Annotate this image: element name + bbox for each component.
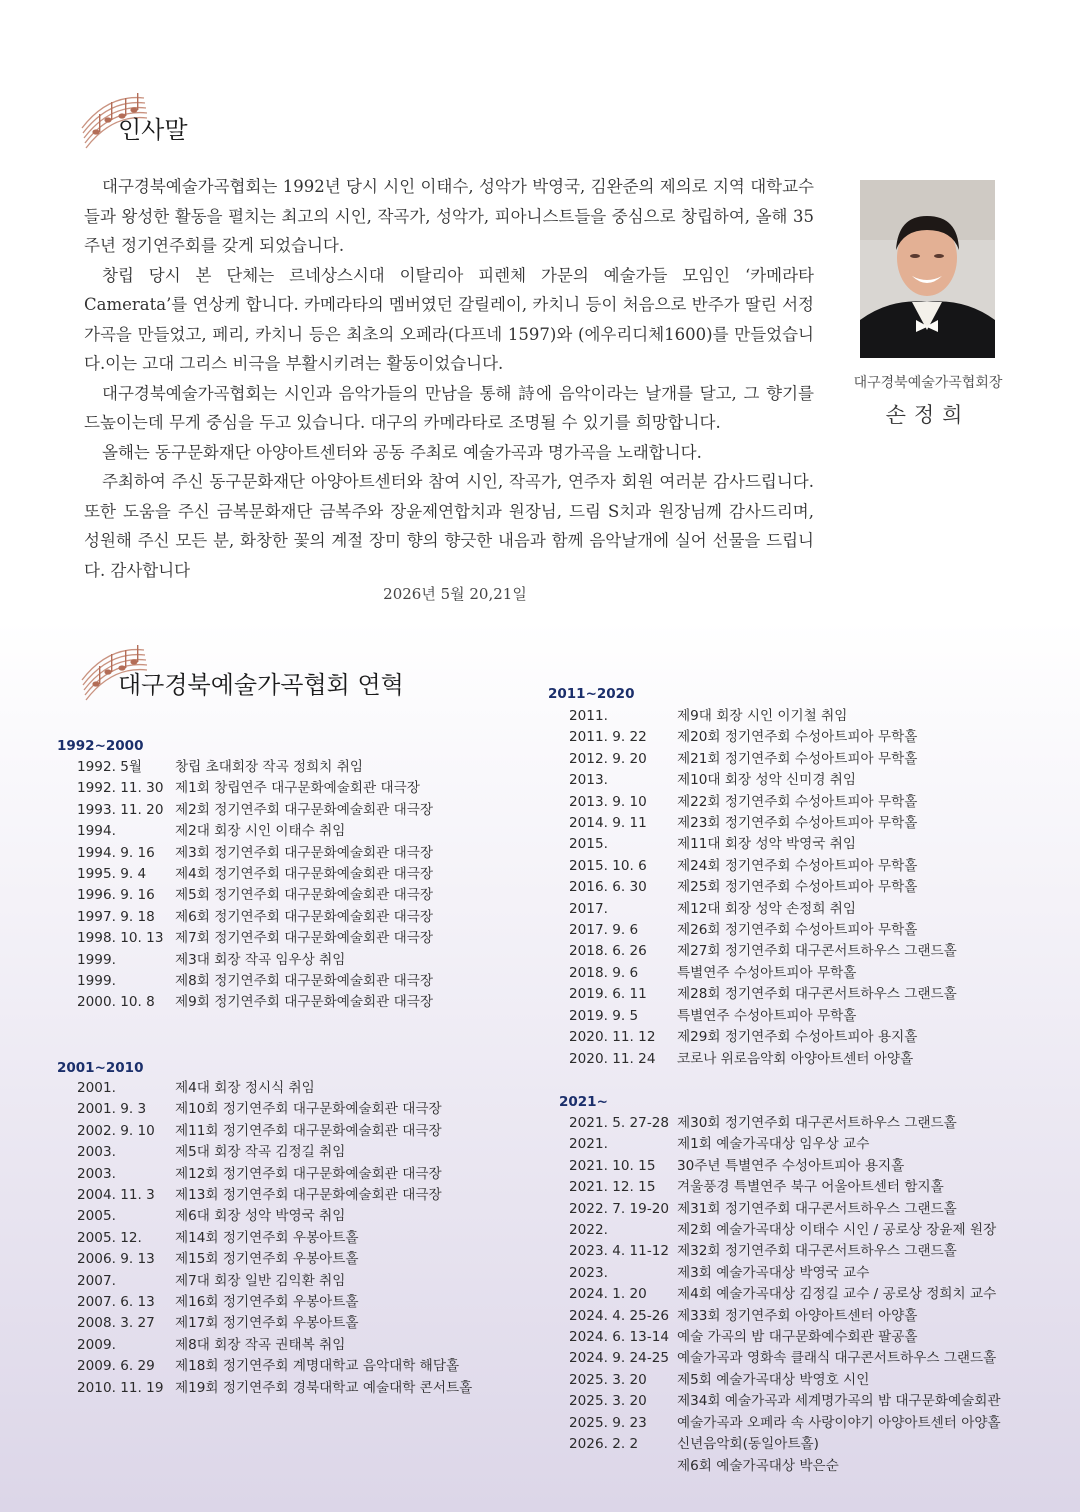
event-text: 제7대 회장 일반 김익환 취임 [175, 1272, 346, 1289]
event-text: 제7회 정기연주회 대구문화예술회관 대극장 [175, 930, 433, 947]
event-text: 예술가곡과 영화속 클래식 대구콘서트하우스 그랜드홀 [677, 1350, 997, 1367]
event-text: 제6회 예술가곡대상 박은순 [677, 1457, 839, 1474]
period-header: 2021~ [559, 1094, 608, 1110]
timeline-item [569, 920, 957, 941]
event-date: 1998. 10. 13 [77, 930, 164, 947]
event-date: 1996. 9. 16 [77, 887, 155, 904]
event-date: 2014. 9. 11 [569, 815, 647, 832]
timeline-item [77, 907, 433, 928]
event-date: 2024. 9. 24-25 [569, 1350, 670, 1367]
timeline-item [77, 1249, 472, 1270]
event-date: 2011. [569, 708, 608, 724]
event-date: 2025. 3. 20 [569, 1393, 647, 1410]
timeline-item [569, 1156, 1001, 1177]
event-text: 제1회 창립연주 대구문화예술회관 대극장 [175, 780, 420, 797]
period-header: 2001~2010 [57, 1060, 144, 1076]
event-date: 2010. 11. 19 [77, 1379, 164, 1396]
event-text: 제12대 회장 성악 손정희 취임 [677, 900, 857, 917]
greeting-paragraph: 대구경북예술가곡협회는 시인과 음악가들의 만남을 통해 詩에 음악이라는 날개를 달고, 그 향기를 드높이는데 무게 중심을 두고 있습니다. 대구의 카메라타로 조명될 수 있기를 희망합니다. [84, 383, 814, 432]
timeline-item [77, 778, 433, 799]
timeline-item [77, 1356, 472, 1377]
event-text: 제8대 회장 작곡 권태복 취임 [175, 1336, 346, 1353]
event-text: 제25회 정기연주회 수성아트피아 무학홀 [677, 879, 918, 896]
timeline-item [569, 1241, 1001, 1262]
event-date: 2025. 9. 23 [569, 1414, 647, 1431]
event-date: 2017. [569, 900, 608, 917]
event-text: 제4회 정기연주회 대구문화예술회관 대극장 [175, 866, 433, 883]
event-date: 2001. [77, 1080, 116, 1096]
timeline-item [569, 1370, 1001, 1391]
timeline-item [77, 1378, 472, 1399]
greeting-paragraph: 올해는 동구문화재단 아양아트센터와 공동 주최로 예술가곡과 명가곡을 노래합니다. [102, 442, 702, 462]
event-date: 2024. 4. 25-26 [569, 1307, 670, 1324]
period-header: 2011~2020 [548, 686, 635, 702]
timeline-item [77, 800, 433, 821]
timeline-list [569, 1113, 1001, 1477]
event-date: 2025. 3. 20 [569, 1371, 647, 1388]
event-date: 2008. 3. 27 [77, 1315, 155, 1332]
event-text: 코로나 위로음악회 아양아트센터 아양홀 [677, 1050, 914, 1067]
greeting-title: 인사말 [118, 116, 188, 144]
event-date: 1999. [77, 951, 116, 968]
event-text: 제20회 정기연주회 수성아트피아 무학홀 [677, 729, 918, 746]
timeline-item [569, 770, 957, 791]
event-date: 2007. [77, 1272, 116, 1289]
president-photo [860, 180, 995, 358]
event-text: 제2회 예술가곡대상 이태수 시인 / 공로상 장윤제 원장 [677, 1222, 997, 1239]
event-date: 2021. 10. 15 [569, 1157, 656, 1174]
event-text: 제19회 정기연주회 경북대학교 예술대학 콘서트홀 [175, 1379, 473, 1396]
timeline-item [569, 984, 957, 1005]
event-text: 예술 가곡의 밤 대구문화예수회관 팔공홀 [677, 1329, 918, 1346]
timeline-item [77, 1335, 472, 1356]
event-text: 제6대 회장 성악 박영국 취임 [175, 1208, 346, 1225]
event-date: 2021. [569, 1136, 608, 1153]
timeline-item [569, 813, 957, 834]
event-text: 제12회 정기연주회 대구문화예술회관 대극장 [175, 1165, 442, 1182]
timeline-item [569, 1049, 957, 1070]
event-text: 제16회 정기연주회 우봉아트홀 [175, 1294, 359, 1311]
event-text: 제26회 정기연주회 수성아트피아 무학홀 [677, 922, 918, 939]
timeline-item [77, 885, 433, 906]
event-text: 특별연주 수성아트피아 무학홀 [677, 1007, 857, 1024]
event-date: 2009. 6. 29 [77, 1358, 155, 1375]
event-text: 제14회 정기연주회 우봉아트홀 [175, 1229, 359, 1246]
event-text: 제5대 회장 작곡 김정길 취임 [175, 1144, 346, 1161]
event-text: 제5회 예술가곡대상 박영호 시인 [677, 1371, 870, 1388]
event-date: 1997. 9. 18 [77, 908, 155, 925]
event-text: 제4대 회장 정시식 취임 [175, 1080, 315, 1096]
event-date: 1992. 11. 30 [77, 780, 164, 797]
timeline-item [569, 1134, 1001, 1155]
event-text: 예술가곡과 오페라 속 사랑이야기 아양아트센터 아양홀 [677, 1414, 1001, 1431]
period-header: 1992~2000 [57, 738, 144, 754]
event-date: 2023. 4. 11-12 [569, 1243, 670, 1260]
event-date: 1993. 11. 20 [77, 801, 164, 818]
greeting-paragraph: 대구경북예술가곡협회는 1992년 당시 시인 이태수, 성악가 박영국, 김완준의 제의로 지역 대학교수들과 왕성한 활동을 펼치는 최고의 시인, 작곡가, 성악가, 피아니스트들을 중심으로 창립하여, 올해 35주년 정기연주회를 갖게 되었습니다. [84, 177, 814, 255]
event-text: 제10대 회장 성악 신미경 취임 [677, 772, 857, 789]
event-date: 2009. [77, 1336, 116, 1353]
timeline-item [77, 1164, 472, 1185]
timeline-item [569, 1327, 1001, 1348]
greeting-body [84, 172, 814, 585]
event-date: 2012. 9. 20 [569, 750, 647, 767]
timeline-item [569, 749, 957, 770]
timeline-item [77, 1206, 472, 1227]
event-text: 제34회 예술가곡과 세계명가곡의 밤 대구문화예술회관 [677, 1393, 1001, 1410]
timeline-item [77, 821, 433, 842]
event-text: 제9회 정기연주회 대구문화예술회관 대극장 [175, 994, 433, 1011]
event-text: 제24회 정기연주회 수성아트피아 무학홀 [677, 857, 918, 874]
timeline-item [569, 706, 957, 727]
event-date: 2023. [569, 1264, 608, 1281]
timeline-item [77, 1313, 472, 1334]
event-text: 제23회 정기연주회 수성아트피아 무학홀 [677, 815, 918, 832]
timeline-item [569, 1113, 1001, 1134]
timeline-item [569, 727, 957, 748]
event-date: 2005. 12. [77, 1229, 142, 1246]
timeline-item [569, 1456, 1001, 1477]
president-name: 손정희 [885, 403, 971, 427]
event-text: 제11대 회장 성악 박영국 취임 [677, 836, 857, 853]
event-date: 2022. [569, 1222, 608, 1239]
greeting-paragraph: 주최하여 주신 동구문화재단 아양아트센터와 참여 시인, 작곡가, 연주자 회원 여러분 감사드립니다. 또한 도움을 주신 금복문화재단 금복주와 장윤제연합치과 원장님, 드림 S치과 원장님께 감사드리며, 성원해 주신 모든 분, 화창한 꽃의 계절 장미 향의 향긋한 내음과 함께 음악날개에 실어 선물을 드립니다. 감사합니다 [84, 472, 814, 580]
event-text: 30주년 특별연주 수성아트피아 용지홀 [677, 1157, 905, 1174]
event-text: 제27회 정기연주회 대구콘서트하우스 그랜드홀 [677, 943, 957, 960]
event-date: 2004. 11. 3 [77, 1187, 155, 1204]
event-text: 제4회 예술가곡대상 김정길 교수 / 공로상 정희치 교수 [677, 1286, 997, 1303]
timeline-list [77, 1078, 472, 1399]
timeline-item [77, 1099, 472, 1120]
timeline-item [77, 992, 433, 1013]
event-date: 1992. 5월 [77, 759, 143, 775]
event-date: 2017. 9. 6 [569, 922, 639, 939]
event-text: 제29회 정기연주회 수성아트피아 용지홀 [677, 1029, 918, 1046]
timeline-item [77, 1142, 472, 1163]
event-date: 2022. 7. 19-20 [569, 1200, 670, 1217]
event-text: 제17회 정기연주회 우봉아트홀 [175, 1315, 359, 1332]
timeline-item [569, 1306, 1001, 1327]
event-text: 제2대 회장 시인 이태수 취임 [175, 823, 346, 840]
event-date: 2002. 9. 10 [77, 1122, 155, 1139]
event-date: 2015. [569, 836, 608, 853]
timeline-item [569, 1284, 1001, 1305]
timeline-item [77, 864, 433, 885]
event-text: 제21회 정기연주회 수성아트피아 무학홀 [677, 750, 918, 767]
history-title: 대구경북예술가곡협회 연혁 [118, 671, 404, 699]
timeline-item [77, 1185, 472, 1206]
event-text: 제6회 정기연주회 대구문화예술회관 대극장 [175, 908, 433, 925]
timeline-item [569, 792, 957, 813]
event-date: 2024. 6. 13-14 [569, 1329, 670, 1346]
timeline-item [569, 1391, 1001, 1412]
event-text: 제31회 정기연주회 대구콘서트하우스 그랜드홀 [677, 1200, 957, 1217]
event-text: 제13회 정기연주회 대구문화예술회관 대극장 [175, 1187, 442, 1204]
timeline-item [77, 757, 433, 778]
event-date: 2021. 12. 15 [569, 1179, 656, 1196]
timeline-item [569, 899, 957, 920]
event-date: 2018. 9. 6 [569, 964, 639, 981]
event-date: 2019. 9. 5 [569, 1007, 639, 1024]
timeline-item [77, 1121, 472, 1142]
event-date: 2005. [77, 1208, 116, 1225]
event-date: 2015. 10. 6 [569, 857, 647, 874]
event-date: 2020. 11. 24 [569, 1050, 656, 1067]
event-text: 특별연주 수성아트피아 무학홀 [677, 964, 857, 981]
event-date: 1999. [77, 973, 116, 990]
timeline-item [77, 950, 433, 971]
timeline-item [77, 1292, 472, 1313]
timeline-item [569, 1027, 957, 1048]
event-text: 제22회 정기연주회 수성아트피아 무학홀 [677, 793, 918, 810]
greeting-paragraph: 창립 당시 본 단체는 르네상스시대 이탈리아 피렌체 가문의 예술가들 모임인 ‘카메라타 Camerata’를 연상케 합니다. 카메라타의 멤버였던 갈릴레이, 카치니 등이 처음으로 반주가 딸린 서정가곡을 만들었고, 페리, 카치니 등은 최초의 오페라(다프네 1597)와 (에우리디체1600)를 만들었습니다.이는 고대 그리스 비극을 부활시키려는 활동이었습니다. [84, 265, 814, 373]
event-date: 2019. 6. 11 [569, 986, 647, 1003]
event-date: 2026. 2. 2 [569, 1436, 639, 1453]
event-text: 제32회 정기연주회 대구콘서트하우스 그랜드홀 [677, 1243, 957, 1260]
president-role: 대구경북예술가곡협회장 [853, 375, 1003, 391]
event-text: 제18회 정기연주회 계명대학교 음악대학 해담홀 [175, 1358, 460, 1375]
timeline-item [569, 1413, 1001, 1434]
event-date: 2013. 9. 10 [569, 793, 647, 810]
timeline-item [569, 877, 957, 898]
event-text: 제30회 정기연주회 대구콘서트하우스 그랜드홀 [677, 1115, 957, 1131]
timeline-item [569, 1348, 1001, 1369]
event-date: 1994. [77, 823, 116, 840]
timeline-item [569, 963, 957, 984]
event-date [569, 1456, 677, 1477]
timeline-item [569, 1177, 1001, 1198]
event-date: 2006. 9. 13 [77, 1251, 155, 1268]
event-text: 제9대 회장 시인 이기철 취임 [677, 708, 848, 724]
event-date: 2024. 1. 20 [569, 1286, 647, 1303]
timeline-item [569, 1220, 1001, 1241]
event-date: 2003. [77, 1144, 116, 1161]
event-date: 2000. 10. 8 [77, 994, 155, 1011]
timeline-list [569, 706, 957, 1070]
event-date: 2020. 11. 12 [569, 1029, 656, 1046]
timeline-item [77, 1228, 472, 1249]
timeline-item [569, 834, 957, 855]
event-text: 창립 초대회장 작곡 정희치 취임 [175, 759, 363, 775]
event-text: 제28회 정기연주회 대구콘서트하우스 그랜드홀 [677, 986, 957, 1003]
greeting-date: 2026년 5월 20,21일 [383, 585, 527, 603]
timeline-item [77, 971, 433, 992]
event-date: 2021. 5. 27-28 [569, 1115, 670, 1131]
timeline-list [77, 757, 433, 1014]
timeline-item [569, 1006, 957, 1027]
event-text: 겨울풍경 특별연주 북구 어울아트센터 함지홀 [677, 1179, 944, 1196]
event-text: 제3회 정기연주회 대구문화예술회관 대극장 [175, 844, 433, 861]
event-text: 제15회 정기연주회 우봉아트홀 [175, 1251, 359, 1268]
event-text: 제3회 예술가곡대상 박영국 교수 [677, 1264, 870, 1281]
timeline-item [77, 843, 433, 864]
timeline-item [77, 1078, 472, 1099]
event-text: 제5회 정기연주회 대구문화예술회관 대극장 [175, 887, 433, 904]
event-date: 2013. [569, 772, 608, 789]
event-date: 2003. [77, 1165, 116, 1182]
timeline-item [569, 1199, 1001, 1220]
event-date: 2007. 6. 13 [77, 1294, 155, 1311]
event-date: 1994. 9. 16 [77, 844, 155, 861]
timeline-item [569, 856, 957, 877]
timeline-item [569, 1263, 1001, 1284]
timeline-item [77, 928, 433, 949]
event-date: 2016. 6. 30 [569, 879, 647, 896]
event-text: 제10회 정기연주회 대구문화예술회관 대극장 [175, 1101, 442, 1118]
event-date: 2018. 6. 26 [569, 943, 647, 960]
event-text: 제1회 예술가곡대상 임우상 교수 [677, 1136, 870, 1153]
event-text: 제11회 정기연주회 대구문화예술회관 대극장 [175, 1122, 442, 1139]
event-text: 제33회 정기연주회 아양아트센터 아양홀 [677, 1307, 918, 1324]
event-date: 2001. 9. 3 [77, 1101, 147, 1118]
timeline-item [569, 941, 957, 962]
event-date: 2011. 9. 22 [569, 729, 647, 746]
event-text: 제8회 정기연주회 대구문화예술회관 대극장 [175, 973, 433, 990]
event-date: 1995. 9. 4 [77, 866, 147, 883]
event-text: 제3대 회장 작곡 임우상 취임 [175, 951, 346, 968]
timeline-item [569, 1434, 1001, 1455]
timeline-item [77, 1271, 472, 1292]
event-text: 제2회 정기연주회 대구문화예술회관 대극장 [175, 801, 433, 818]
event-text: 신년음악회(동일아트홀) [677, 1436, 819, 1453]
